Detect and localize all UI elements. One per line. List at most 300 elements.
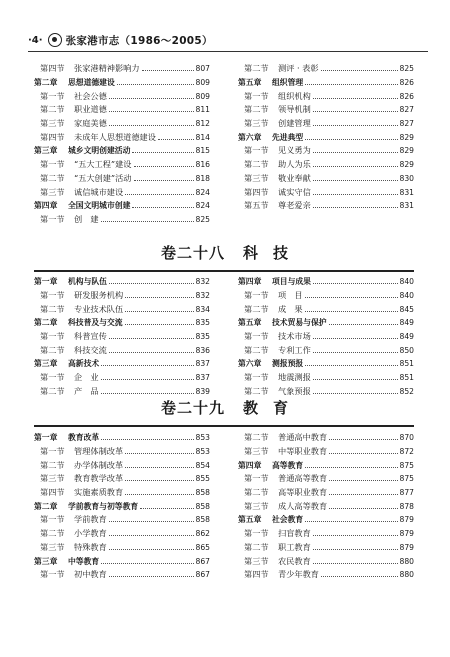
dot-leader bbox=[329, 324, 398, 325]
volume-29-name-char1: 教 bbox=[242, 399, 259, 417]
dot-leader bbox=[313, 535, 398, 536]
toc-chapter-entry bbox=[34, 316, 210, 330]
entry-page-number: 858 bbox=[195, 515, 210, 525]
toc-section-entry bbox=[238, 431, 414, 445]
entry-title: 普通高中教育 bbox=[278, 432, 328, 443]
entry-page-number: 858 bbox=[195, 501, 210, 511]
toc-chapter-entry bbox=[238, 357, 414, 371]
entry-page-number: 851 bbox=[399, 359, 414, 369]
dot-leader bbox=[109, 338, 194, 339]
entry-label: 第二章 bbox=[34, 501, 58, 511]
entry-title: 测评 · 表彰 bbox=[278, 63, 319, 74]
entry-label: 第一节 bbox=[244, 528, 269, 539]
entry-label: 第三节 bbox=[40, 473, 65, 484]
entry-page-number: 835 bbox=[195, 332, 210, 342]
entry-page-number: 879 bbox=[399, 542, 414, 552]
toc-section-entry bbox=[238, 103, 414, 117]
entry-label: 第二节 bbox=[40, 385, 65, 396]
entry-page-number: 809 bbox=[195, 78, 210, 88]
dot-leader bbox=[125, 324, 194, 325]
volume-28-number: 卷二十八 bbox=[160, 244, 225, 262]
dot-leader bbox=[142, 70, 194, 71]
entry-label: 第三节 bbox=[40, 541, 65, 552]
dot-leader bbox=[313, 379, 398, 380]
dot-leader bbox=[313, 166, 398, 167]
toc-section-entry bbox=[34, 103, 210, 117]
entry-page-number: 865 bbox=[195, 542, 210, 552]
toc-chapter-entry bbox=[34, 554, 210, 568]
toc-section-entry bbox=[238, 199, 414, 213]
toc-section-entry bbox=[238, 330, 414, 344]
entry-title: 技术市场 bbox=[278, 331, 311, 342]
entry-label: 第二节 bbox=[244, 385, 269, 396]
entry-title: 高等教育 bbox=[272, 460, 304, 470]
entry-title: 全国文明城市创建 bbox=[68, 201, 131, 211]
entry-label: 第一节 bbox=[40, 213, 65, 224]
entry-page-number: 851 bbox=[399, 373, 414, 383]
entry-page-number: 836 bbox=[195, 345, 210, 355]
toc-section-entry bbox=[238, 172, 414, 186]
entry-label: 第四节 bbox=[40, 487, 65, 498]
dot-leader bbox=[117, 84, 194, 85]
dot-leader bbox=[125, 494, 193, 495]
entry-page-number: 829 bbox=[399, 132, 414, 142]
entry-label: 第四章 bbox=[34, 201, 58, 211]
entry-label: 第一节 bbox=[40, 331, 65, 342]
entry-title: 城乡文明创建活动 bbox=[68, 146, 131, 156]
entry-label: 第一节 bbox=[40, 290, 65, 301]
toc-volume-29 bbox=[34, 431, 414, 582]
entry-page-number: 867 bbox=[195, 570, 210, 580]
dot-leader bbox=[305, 311, 398, 312]
toc-chapter-entry bbox=[238, 130, 414, 144]
entry-label: 第一节 bbox=[244, 473, 269, 484]
entry-page-number: 835 bbox=[195, 318, 210, 328]
entry-label: 第一章 bbox=[34, 433, 58, 443]
entry-label: 第一节 bbox=[40, 446, 65, 457]
entry-label: 第二节 bbox=[40, 172, 65, 183]
entry-title: 项 目 bbox=[278, 290, 303, 301]
entry-title: 管理体制改革 bbox=[74, 446, 124, 457]
toc-section-entry bbox=[34, 541, 210, 555]
entry-page-number: 877 bbox=[399, 488, 414, 498]
toc-column-left bbox=[34, 62, 210, 226]
dot-leader bbox=[158, 139, 194, 140]
dot-leader bbox=[109, 535, 194, 536]
toc-chapter-entry bbox=[238, 513, 414, 527]
entry-title: 专业技术队伍 bbox=[74, 303, 124, 314]
book-logo-icon bbox=[48, 33, 62, 47]
entry-page-number: 824 bbox=[195, 201, 210, 211]
dot-leader bbox=[101, 221, 194, 222]
entry-title: 社会教育 bbox=[272, 515, 304, 525]
entry-page-number: 839 bbox=[195, 386, 210, 396]
entry-label: 第二节 bbox=[244, 432, 269, 443]
entry-label: 第三节 bbox=[244, 500, 269, 511]
entry-page-number: 826 bbox=[399, 91, 414, 101]
dot-leader bbox=[109, 283, 194, 284]
entry-label: 第三章 bbox=[34, 359, 58, 369]
entry-label: 第二章 bbox=[34, 318, 58, 328]
toc-column-left bbox=[34, 275, 210, 398]
entry-title: 组织管理 bbox=[272, 78, 304, 88]
entry-label: 第五章 bbox=[238, 78, 262, 88]
entry-title: 尊老爱亲 bbox=[278, 200, 311, 211]
entry-title: 气象预报 bbox=[278, 385, 311, 396]
toc-chapter-entry bbox=[238, 316, 414, 330]
dot-leader bbox=[109, 521, 194, 522]
entry-label: 第一节 bbox=[40, 372, 65, 383]
entry-title: 教育教学改革 bbox=[74, 473, 124, 484]
entry-label: 第一节 bbox=[244, 90, 269, 101]
entry-title: 扫盲教育 bbox=[278, 528, 311, 539]
volume-29-rule bbox=[34, 425, 414, 427]
entry-page-number: 853 bbox=[195, 433, 210, 443]
dot-leader bbox=[109, 549, 194, 550]
entry-page-number: 815 bbox=[195, 146, 210, 156]
dot-leader bbox=[109, 352, 194, 353]
entry-title: 未成年人思想道德建设 bbox=[74, 131, 156, 142]
dot-leader bbox=[305, 365, 397, 366]
volume-29-number: 卷二十九 bbox=[160, 399, 225, 417]
entry-label: 第二节 bbox=[244, 159, 269, 170]
entry-page-number: 826 bbox=[399, 78, 414, 88]
entry-label: 第一节 bbox=[244, 372, 269, 383]
toc-section-entry bbox=[238, 472, 414, 486]
entry-page-number: 840 bbox=[399, 291, 414, 301]
volume-28-rule bbox=[34, 270, 414, 272]
toc-section-entry bbox=[238, 541, 414, 555]
dot-leader bbox=[313, 111, 398, 112]
entry-title: 机构与队伍 bbox=[68, 277, 107, 287]
dot-leader bbox=[313, 549, 398, 550]
entry-title: 科普宣传 bbox=[74, 331, 107, 342]
toc-chapter-entry bbox=[34, 275, 210, 289]
entry-page-number: 849 bbox=[399, 318, 414, 328]
toc-section-entry bbox=[34, 289, 210, 303]
toc-section-entry bbox=[34, 343, 210, 357]
entry-title: 实施素质教育 bbox=[74, 487, 124, 498]
entry-title: 张家港精神影响力 bbox=[74, 63, 140, 74]
entry-label: 第一节 bbox=[40, 569, 65, 580]
dot-leader bbox=[101, 379, 194, 380]
entry-title: 思想道德建设 bbox=[68, 78, 115, 88]
entry-page-number: 825 bbox=[399, 64, 414, 74]
entry-page-number: 827 bbox=[399, 119, 414, 129]
entry-page-number: 879 bbox=[399, 515, 414, 525]
toc-section-entry bbox=[34, 185, 210, 199]
entry-page-number: 830 bbox=[399, 173, 414, 183]
entry-page-number: 852 bbox=[399, 386, 414, 396]
entry-title: 农民教育 bbox=[278, 555, 311, 566]
entry-page-number: 872 bbox=[399, 447, 414, 457]
toc-section-entry bbox=[34, 330, 210, 344]
entry-title: 学前教育与初等教育 bbox=[68, 501, 139, 511]
entry-label: 第二节 bbox=[40, 528, 65, 539]
entry-page-number: 814 bbox=[195, 132, 210, 142]
entry-label: 第一节 bbox=[40, 90, 65, 101]
entry-page-number: 853 bbox=[195, 447, 210, 457]
dot-leader bbox=[305, 139, 397, 140]
entry-page-number: 845 bbox=[399, 304, 414, 314]
entry-label: 第一节 bbox=[244, 331, 269, 342]
dot-leader bbox=[101, 563, 193, 564]
entry-title: 职工教育 bbox=[278, 541, 311, 552]
toc-section-entry bbox=[238, 527, 414, 541]
entry-page-number: 816 bbox=[195, 160, 210, 170]
entry-page-number: 850 bbox=[399, 345, 414, 355]
entry-label: 第二节 bbox=[244, 344, 269, 355]
entry-title: 社会公德 bbox=[74, 90, 107, 101]
entry-page-number: 829 bbox=[399, 146, 414, 156]
toc-section-entry bbox=[34, 130, 210, 144]
toc-section-entry bbox=[34, 486, 210, 500]
entry-title: 组织机构 bbox=[278, 90, 311, 101]
dot-leader bbox=[313, 125, 398, 126]
entry-title: 项目与成果 bbox=[272, 277, 311, 287]
entry-title: 家庭美德 bbox=[74, 118, 107, 129]
toc-section-entry bbox=[34, 158, 210, 172]
dot-leader bbox=[125, 311, 193, 312]
entry-title: 成人高等教育 bbox=[278, 500, 328, 511]
entry-label: 第四节 bbox=[40, 63, 65, 74]
toc-section-entry bbox=[238, 302, 414, 316]
entry-label: 第一节 bbox=[244, 145, 269, 156]
entry-label: 第三章 bbox=[34, 556, 58, 566]
entry-label: 第六章 bbox=[238, 132, 262, 142]
toc-section-entry bbox=[34, 472, 210, 486]
dot-leader bbox=[101, 365, 193, 366]
entry-label: 第二节 bbox=[244, 303, 269, 314]
entry-title: 创 建 bbox=[74, 213, 99, 224]
entry-page-number: 867 bbox=[195, 556, 210, 566]
dot-leader bbox=[101, 393, 194, 394]
dot-leader bbox=[313, 152, 398, 153]
entry-label: 第二节 bbox=[244, 487, 269, 498]
toc-section-entry bbox=[34, 445, 210, 459]
entry-page-number: 827 bbox=[399, 105, 414, 115]
entry-label: 第四节 bbox=[244, 569, 269, 580]
toc-section-entry bbox=[34, 213, 210, 227]
dot-leader bbox=[313, 194, 398, 195]
toc-section-entry bbox=[34, 302, 210, 316]
entry-label: 第二节 bbox=[40, 303, 65, 314]
entry-page-number: 875 bbox=[399, 460, 414, 470]
entry-title: 产 品 bbox=[74, 385, 99, 396]
toc-chapter-entry bbox=[238, 458, 414, 472]
dot-leader bbox=[134, 166, 194, 167]
entry-page-number: 834 bbox=[195, 304, 210, 314]
dot-leader bbox=[125, 194, 193, 195]
toc-section-entry bbox=[34, 568, 210, 582]
entry-label: 第三节 bbox=[40, 186, 65, 197]
entry-page-number: 832 bbox=[195, 277, 210, 287]
toc-section-entry bbox=[238, 486, 414, 500]
toc-section-entry bbox=[238, 371, 414, 385]
entry-title: 中等职业教育 bbox=[278, 446, 328, 457]
entry-page-number: 832 bbox=[195, 291, 210, 301]
entry-title: “五大创建”活动 bbox=[74, 172, 132, 183]
toc-section-entry bbox=[238, 289, 414, 303]
volume-28-name-char2: 技 bbox=[273, 244, 290, 262]
entry-title: 先进典型 bbox=[272, 132, 304, 142]
toc-section-entry bbox=[34, 172, 210, 186]
entry-title: 办学体制改革 bbox=[74, 459, 124, 470]
entry-label: 第三节 bbox=[40, 118, 65, 129]
entry-label: 第六章 bbox=[238, 359, 262, 369]
dot-leader bbox=[305, 84, 397, 85]
toc-section-entry bbox=[34, 458, 210, 472]
dot-leader bbox=[321, 576, 398, 577]
toc-chapter-entry bbox=[238, 76, 414, 90]
dot-leader bbox=[329, 439, 397, 440]
toc-section-entry bbox=[34, 371, 210, 385]
dot-leader bbox=[313, 338, 398, 339]
entry-page-number: 878 bbox=[399, 501, 414, 511]
toc-volume-28 bbox=[34, 275, 414, 398]
entry-page-number: 807 bbox=[195, 64, 210, 74]
page-header bbox=[28, 32, 428, 54]
dot-leader bbox=[109, 98, 194, 99]
toc-column-right bbox=[238, 431, 414, 582]
entry-page-number: 825 bbox=[195, 214, 210, 224]
entry-page-number: 809 bbox=[195, 91, 210, 101]
entry-title: 企 业 bbox=[74, 372, 99, 383]
entry-title: 敬业奉献 bbox=[278, 172, 311, 183]
entry-page-number: 831 bbox=[399, 187, 414, 197]
toc-section-entry bbox=[238, 89, 414, 103]
entry-title: 高等职业教育 bbox=[278, 487, 328, 498]
dot-leader bbox=[125, 467, 193, 468]
entry-label: 第四节 bbox=[244, 186, 269, 197]
entry-label: 第一节 bbox=[40, 514, 65, 525]
entry-title: 特殊教育 bbox=[74, 541, 107, 552]
dot-leader bbox=[109, 111, 194, 112]
toc-chapter-entry bbox=[34, 499, 210, 513]
entry-page-number: 854 bbox=[195, 460, 210, 470]
entry-page-number: 837 bbox=[195, 359, 210, 369]
entry-label: 第三节 bbox=[244, 172, 269, 183]
entry-title: 研发服务机构 bbox=[74, 290, 124, 301]
entry-page-number: 811 bbox=[195, 105, 210, 115]
entry-page-number: 862 bbox=[195, 529, 210, 539]
dot-leader bbox=[305, 521, 397, 522]
entry-label: 第五章 bbox=[238, 515, 262, 525]
dot-leader bbox=[329, 494, 397, 495]
dot-leader bbox=[101, 439, 193, 440]
entry-page-number: 824 bbox=[195, 187, 210, 197]
toc-section-entry bbox=[238, 144, 414, 158]
toc-section-entry bbox=[34, 513, 210, 527]
entry-title: 技术贸易与保护 bbox=[272, 318, 327, 328]
entry-page-number: 840 bbox=[399, 277, 414, 287]
toc-section-entry bbox=[238, 343, 414, 357]
toc-chapter-entry bbox=[34, 431, 210, 445]
toc-column-right bbox=[238, 275, 414, 398]
entry-page-number: 875 bbox=[399, 474, 414, 484]
entry-title: 创建管理 bbox=[278, 118, 311, 129]
toc-chapter-entry bbox=[34, 199, 210, 213]
entry-page-number: 870 bbox=[399, 433, 414, 443]
dot-leader bbox=[125, 453, 193, 454]
entry-title: 领导机制 bbox=[278, 104, 311, 115]
toc-section-entry bbox=[34, 117, 210, 131]
entry-label: 第三节 bbox=[244, 118, 269, 129]
toc-column-right bbox=[238, 62, 414, 226]
entry-title: 诚实守信 bbox=[278, 186, 311, 197]
toc-section-entry bbox=[238, 568, 414, 582]
entry-page-number: 855 bbox=[195, 474, 210, 484]
toc-section-entry bbox=[238, 499, 414, 513]
entry-label: 第四节 bbox=[40, 131, 65, 142]
entry-label: 第二节 bbox=[40, 344, 65, 355]
entry-label: 第五章 bbox=[238, 318, 262, 328]
dot-leader bbox=[140, 508, 193, 509]
entry-label: 第一节 bbox=[244, 290, 269, 301]
dot-leader bbox=[132, 207, 193, 208]
dot-leader bbox=[313, 352, 398, 353]
entry-title: 高新技术 bbox=[68, 359, 100, 369]
entry-title: 中等教育 bbox=[68, 556, 100, 566]
entry-page-number: 829 bbox=[399, 160, 414, 170]
entry-title: 青少年教育 bbox=[278, 569, 319, 580]
dot-leader bbox=[321, 70, 398, 71]
dot-leader bbox=[132, 152, 193, 153]
dot-leader bbox=[313, 207, 398, 208]
toc-section-entry bbox=[238, 554, 414, 568]
dot-leader bbox=[313, 393, 398, 394]
toc-section-entry bbox=[238, 158, 414, 172]
entry-title: 见义勇为 bbox=[278, 145, 311, 156]
entry-label: 第三章 bbox=[34, 146, 58, 156]
entry-label: 第五节 bbox=[244, 200, 269, 211]
header-rule bbox=[28, 51, 428, 52]
volume-29-title bbox=[0, 397, 450, 418]
dot-leader bbox=[125, 297, 193, 298]
entry-title: 地震测报 bbox=[278, 372, 311, 383]
dot-leader bbox=[134, 180, 194, 181]
volume-28-title bbox=[0, 242, 450, 263]
entry-label: 第三节 bbox=[244, 555, 269, 566]
entry-title: 科技普及与交流 bbox=[68, 318, 123, 328]
entry-page-number: 879 bbox=[399, 529, 414, 539]
entry-label: 第一章 bbox=[34, 277, 58, 287]
toc-section-entry bbox=[34, 527, 210, 541]
toc-chapter-entry bbox=[34, 357, 210, 371]
entry-page-number: 812 bbox=[195, 119, 210, 129]
entry-label: 第四章 bbox=[238, 460, 262, 470]
dot-leader bbox=[329, 508, 397, 509]
entry-title: 小学教育 bbox=[74, 528, 107, 539]
entry-title: 测报预报 bbox=[272, 359, 304, 369]
toc-section-entry bbox=[238, 445, 414, 459]
dot-leader bbox=[125, 480, 193, 481]
toc-section-entry bbox=[238, 117, 414, 131]
entry-title: 教育改革 bbox=[68, 433, 100, 443]
dot-leader bbox=[305, 297, 398, 298]
dot-leader bbox=[305, 467, 397, 468]
dot-leader bbox=[313, 283, 398, 284]
toc-section-entry bbox=[34, 62, 210, 76]
entry-title: 科技交流 bbox=[74, 344, 107, 355]
entry-title: 诚信城市建设 bbox=[74, 186, 124, 197]
dot-leader bbox=[313, 98, 398, 99]
entry-title: 初中教育 bbox=[74, 569, 107, 580]
dot-leader bbox=[313, 180, 398, 181]
dot-leader bbox=[109, 576, 194, 577]
entry-page-number: 849 bbox=[399, 332, 414, 342]
toc-section-entry bbox=[238, 185, 414, 199]
